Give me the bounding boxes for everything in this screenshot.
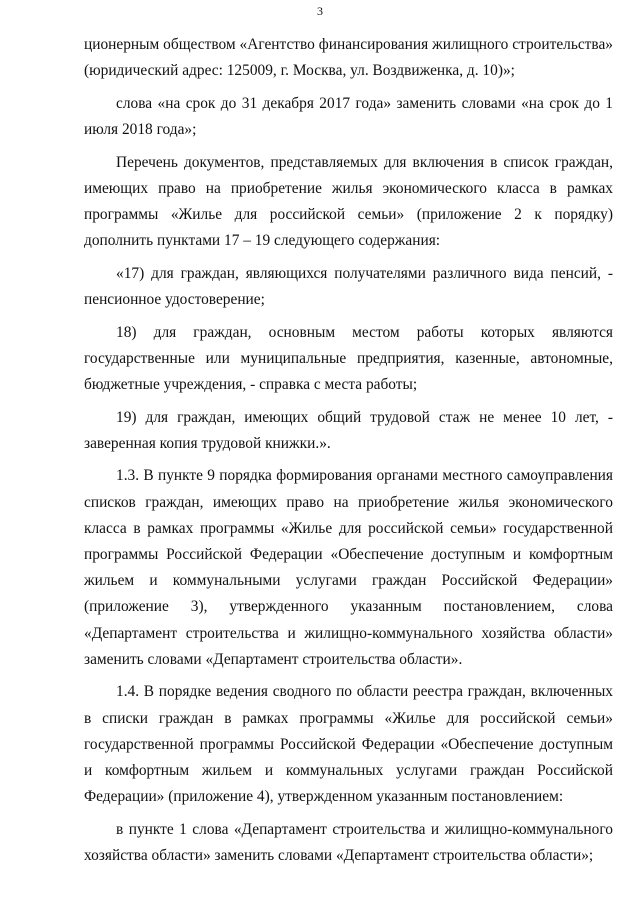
document-body <box>84 32 613 876</box>
paragraph-point-1: в пункте 1 слова «Департамент строительства и жилищно-коммунального хозяйства области» заменить словами «Департамент строительства области»; <box>84 820 613 865</box>
paragraph-documents-list: Перечень документов, представляемых для включения в список граждан, имеющих право на приобретение жилья экономического класса в рамках программы «Жилье для российской семьи» (приложение 2 к порядку) дополнить пунктами 17 – 19 следующего содержания: <box>84 153 613 250</box>
paragraph-section-1-3: 1.3. В пункте 9 порядка формирования органами местного самоуправления списков граждан, имеющих право на приобретение жилья экономического класса в рамках программы «Жилье для российской семьи» государственной программы Российской Федерации «Обеспечение доступным и комфортным жильем и коммунальными услугами граждан Российской Федерации» (приложение 3), утвержденного указанным постановлением, слова «Департамент строительства и жилищно-коммунального хозяйства области» заменить словами «Департамент строительства области». <box>84 467 613 668</box>
paragraph-item-17: «17) для граждан, являющихся получателями различного вида пенсий, - пенсионное удостоверение; <box>84 264 613 308</box>
page-number: 3 <box>317 4 323 18</box>
paragraph-item-18: 18) для граждан, основным местом работы которых являются государственные или муниципальные предприятия, казенные, автономные, бюджетные учреждения, - справка с места работы; <box>84 323 613 393</box>
paragraph-continuation: ционерным обществом «Агентство финансирования жилищного строительства» (юридический адрес: 125009, г. Москва, ул. Воздвиженка, д. 10)»; <box>84 36 613 80</box>
paragraph-item-19: 19) для граждан, имеющих общий трудовой стаж не менее 10 лет, - заверенная копия трудовой книжки.». <box>84 408 613 452</box>
paragraph-section-1-4: 1.4. В порядке ведения сводного по области реестра граждан, включенных в списки граждан в рамках программы «Жилье для российской семьи» государственной программы Российской Федерации «Обеспечение доступным и комфортным жильем и коммунальных услугами граждан Российской Федерации» (приложение 4), утвержденном указанным постановлением: <box>84 683 613 806</box>
paragraph-term-replacement: слова «на срок до 31 декабря 2017 года» заменить словами «на срок до 1 июля 2018 года»; <box>84 94 613 138</box>
